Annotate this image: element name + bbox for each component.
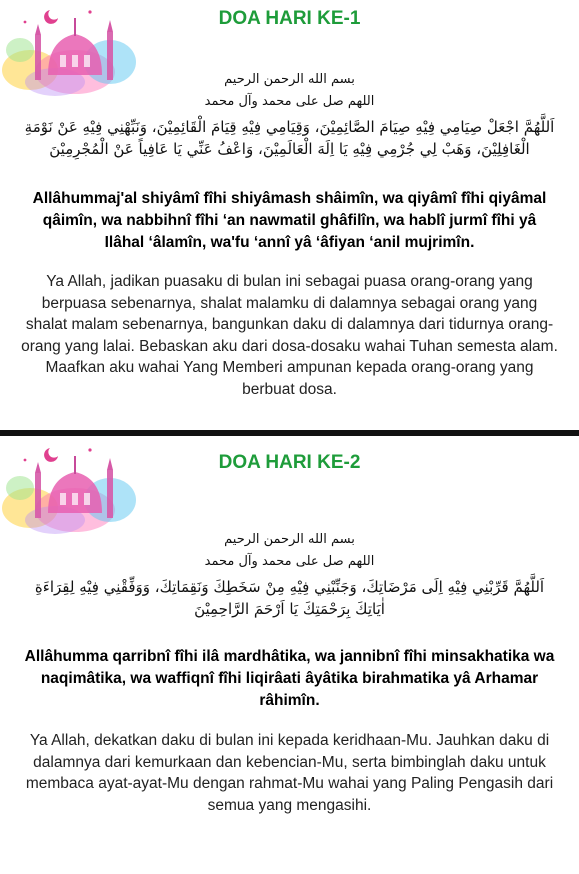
latin-transliteration: Allâhummaj'al shiyâmî fîhi shiyâmash shâimîn, wa qiyâmî fîhi qiyâmal qâimîn, wa nabbihnî fîhi ‘an nawmatil ghâfilîn, wa hablî jurmî fîhi yâ Ilâhal ‘âlamîn, wa'fu ‘annî yâ ‘âfiyan ‘anil mujrimîn. — [32, 190, 547, 251]
doa-section-2 — [0, 438, 579, 874]
basmalah: بسم الله الرحمن الرحيم — [224, 72, 355, 87]
doa-section-1 — [0, 0, 579, 430]
arabic-prayer: اَللَّهُمَّ قَرِّبْنِي فِيْهِ اِلَى مَرْضَاتِكَ، وَجَنِّبْنِي فِيْهِ مِنْ سَخَطِكَ وَنَقِمَاتِكَ، وَوَفِّقْنِي فِيْهِ لِقِرَاءَةِ اٰيَاتِكَ بِرَحْمَتِكَ يَا اَرْحَمَ الرَّاحِمِيْنَ — [34, 578, 545, 618]
section-title: DOA HARI KE-2 — [218, 452, 361, 473]
arabic-prayer: اَللَّهُمَّ اجْعَلْ صِيَامِي فِيْهِ صِيَامَ الصَّائِمِيْنَ، وَقِيَامِي فِيْهِ قِيَامَ الْقَائِمِيْنَ، وَنَبِّهْنِي فِيْهِ عَنْ نَوْمَةِ الْغَافِلِيْنَ، وَهَبْ لِي جُرْمِي فِيْهِ يَا اِلَهَ الْعَالَمِيْنَ، وَاعْفُ عَنِّي يَا عَافِياً عَنْ الْمُجْرِمِيْنَ — [24, 118, 555, 158]
section-divider — [0, 430, 579, 436]
salawat: اللهم صل على محمد وآل محمد — [204, 554, 375, 569]
basmalah: بسم الله الرحمن الرحيم — [224, 532, 355, 547]
salawat: اللهم صل على محمد وآل محمد — [204, 94, 375, 109]
indonesian-translation: Ya Allah, dekatkan daku di bulan ini kepada keridhaan-Mu. Jauhkan daku di dalamnya dari kemurkaan dan kebencian-Mu, serta bimbinglah daku untuk membaca ayat-ayat-Mu dengan rahmat-Mu wahai yang Paling Pengasih dari semua yang mengasihi. — [25, 732, 554, 814]
section-title: DOA HARI KE-1 — [218, 8, 361, 29]
latin-transliteration: Allâhumma qarribnî fîhi ilâ mardhâtika, wa jannibnî fîhi minsakhatika wa naqimâtika, wa waffiqnî fîhi liqirâati âyâtika birahmatika yâ Arhamar râhimîn. — [24, 648, 555, 709]
indonesian-translation: Ya Allah, jadikan puasaku di bulan ini sebagai puasa orang-orang yang berpuasa sebenarnya, shalat malamku di dalamnya sebagai orang yang shalat malam sebenarnya, bangunkan daku di dalamnya dari tidurnya orang-orang yang lalai. Bebaskan aku dari dosa-dosaku wahai Tuhan semesta alam. Maafkan aku wahai Yang Memberi ampunan kepada orang-orang yang berbuat dosa. — [21, 273, 558, 398]
